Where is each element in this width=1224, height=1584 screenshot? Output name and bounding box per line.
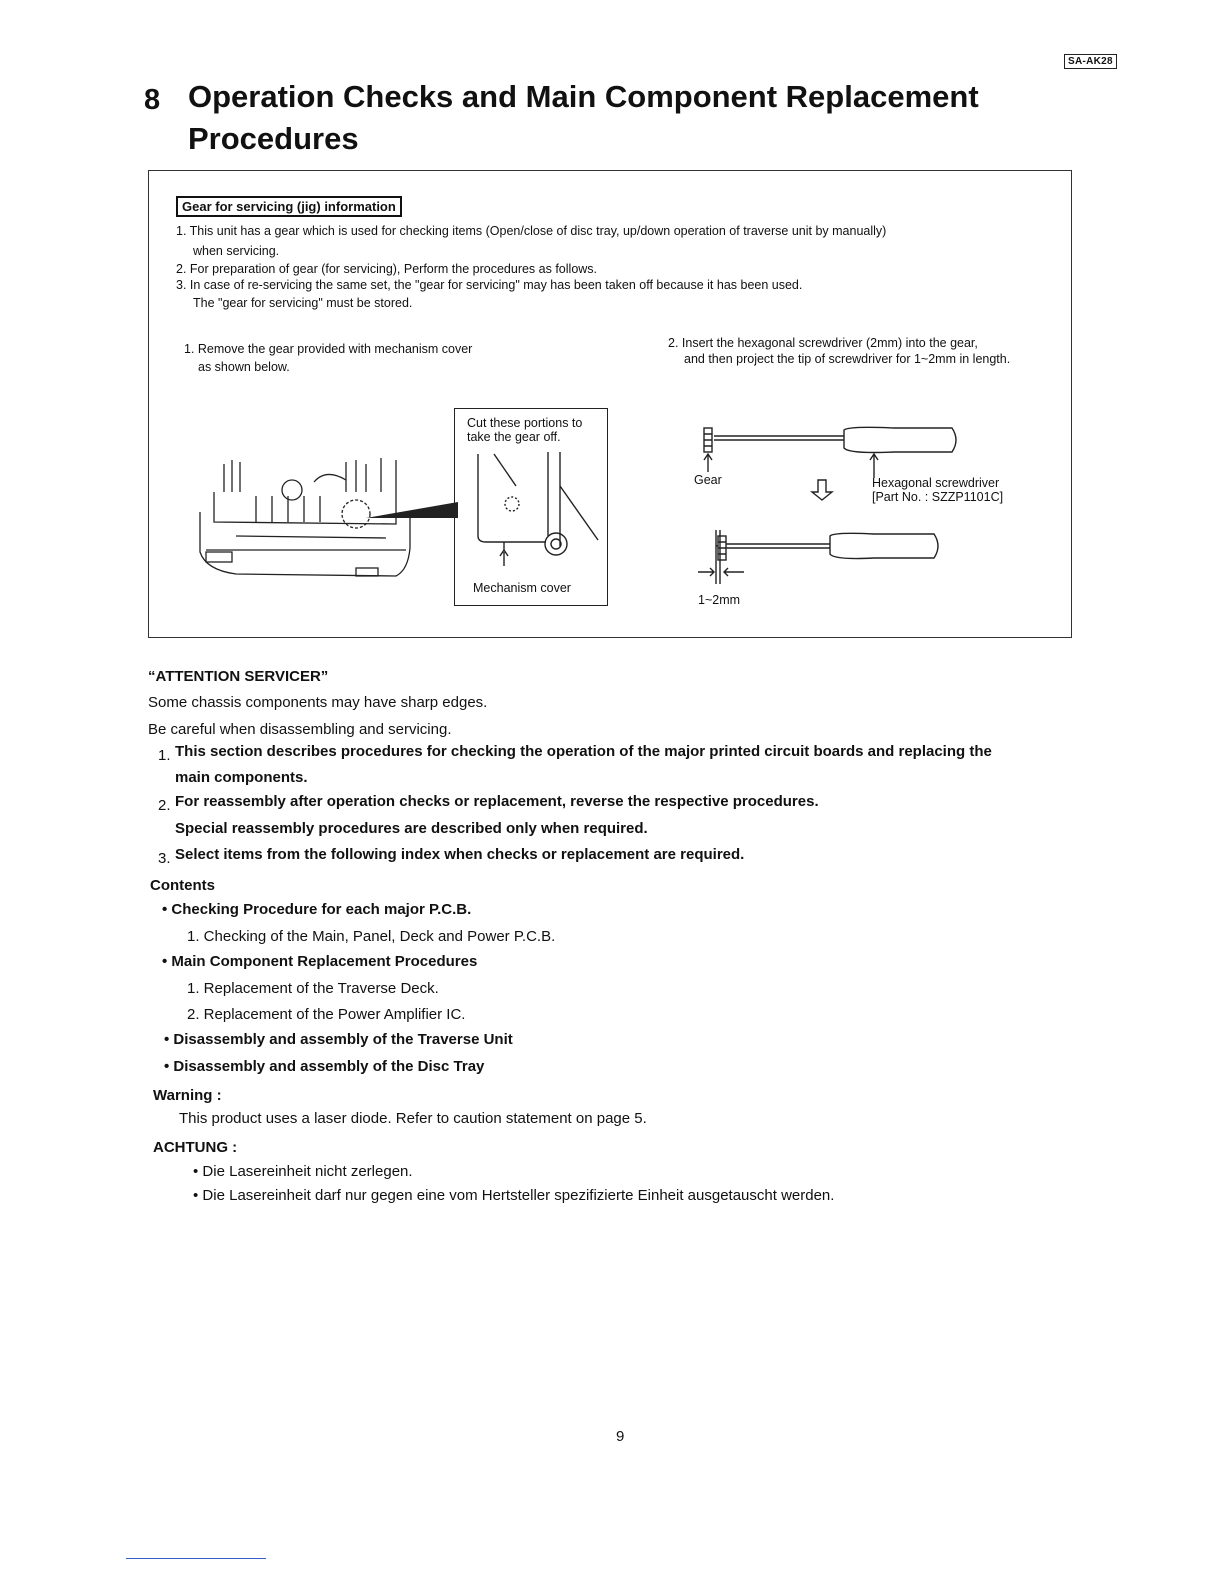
contents-item-3: • Disassembly and assembly of the Traverse Unit (164, 1031, 513, 1048)
model-tag: SA-AK28 (1064, 54, 1117, 69)
numbered-2-line-1: For reassembly after operation checks or replacement, reverse the respective procedures. (175, 793, 819, 810)
gear-info-item-3: 3. In case of re-servicing the same set, the "gear for servicing" may has been taken off because it has been used. (176, 278, 803, 292)
step2-line2: and then project the tip of screwdriver for 1~2mm in length. (684, 352, 1011, 366)
numbered-2-line-2: Special reassembly procedures are described only when required. (175, 820, 648, 837)
gear-label: Gear (694, 473, 722, 487)
achtung-title: ACHTUNG : (153, 1139, 238, 1156)
callout-line1: Cut these portions to (467, 416, 583, 430)
contents-title: Contents (150, 877, 215, 894)
attention-title: “ATTENTION SERVICER” (148, 668, 329, 685)
length-label: 1~2mm (698, 593, 741, 607)
achtung-item-2-text: Die Lasereinheit darf nur gegen eine vom Hertsteller spezifizierte Einheit ausgetauscht werden. (202, 1187, 835, 1204)
numbered-2-num: 2. (158, 797, 171, 814)
contents-item-4: • Disassembly and assembly of the Disc Tray (164, 1058, 485, 1075)
step2-line1: 2. Insert the hexagonal screwdriver (2mm) into the gear, (668, 336, 978, 350)
numbered-1-num: 1. (158, 747, 171, 764)
page-title: Operation Checks and Main Component Replacement Procedures (188, 79, 979, 156)
contents-item-2: • Main Component Replacement Procedures (162, 953, 478, 970)
page-number: 9 (616, 1428, 625, 1445)
contents-sub-2-1: 1. Replacement of the Traverse Deck. (187, 980, 439, 997)
achtung-item-1: • Die Lasereinheit nicht zerlegen. (193, 1163, 413, 1180)
footer-rule (126, 1558, 266, 1559)
gear-info-item-1: 1. This unit has a gear which is used for checking items (Open/close of disc tray, up/down operation of traverse unit by manually) (176, 224, 887, 238)
numbered-1-line-2: main components. (175, 769, 308, 786)
numbered-3-num: 3. (158, 850, 171, 867)
attention-line-1: Some chassis components may have sharp edges. (148, 694, 488, 711)
warning-title: Warning : (153, 1087, 222, 1104)
achtung-item-2: • Die Lasereinheit darf nur gegen eine vom Hertsteller spezifizierte Einheit ausgetauscht werden. (193, 1187, 835, 1204)
contents-item-2-label: Main Component Replacement Procedures (171, 953, 478, 970)
gear-closeup-drawing (464, 446, 600, 576)
gear-info-item-3-cont: The "gear for servicing" must be stored. (193, 296, 413, 310)
gear-info-item-1-cont: when servicing. (193, 244, 280, 258)
contents-item-1: • Checking Procedure for each major P.C.B. (162, 901, 472, 918)
contents-sub-1-1: 1. Checking of the Main, Panel, Deck and Power P.C.B. (187, 928, 556, 945)
gear-info-item-2: 2. For preparation of gear (for servicing), Perform the procedures as follows. (176, 262, 598, 276)
mechanism-drawing (196, 452, 466, 582)
warning-text: This product uses a laser diode. Refer to caution statement on page 5. (179, 1110, 647, 1127)
gear-info-heading: Gear for servicing (jig) information (176, 196, 402, 217)
achtung-item-1-text: Die Lasereinheit nicht zerlegen. (202, 1163, 413, 1180)
numbered-3-line-1: Select items from the following index when checks or replacement are required. (175, 846, 745, 863)
screwdriver-label-1: Hexagonal screwdriver (872, 476, 1000, 490)
mechanism-cover-label: Mechanism cover (473, 581, 571, 595)
screwdriver-drawing (694, 418, 994, 596)
step1-line2: as shown below. (198, 360, 290, 374)
numbered-1-line-1: This section describes procedures for checking the operation of the major printed circuit boards and replacing the (175, 743, 992, 760)
contents-item-4-label: Disassembly and assembly of the Disc Tray (173, 1058, 485, 1075)
step1-line1: 1. Remove the gear provided with mechanism cover (184, 342, 473, 356)
contents-sub-2-2: 2. Replacement of the Power Amplifier IC. (187, 1006, 466, 1023)
section-number: 8 (144, 84, 161, 116)
attention-line-2: Be careful when disassembling and servicing. (148, 721, 452, 738)
contents-item-3-label: Disassembly and assembly of the Traverse Unit (173, 1031, 513, 1048)
contents-item-1-label: Checking Procedure for each major P.C.B. (171, 901, 472, 918)
screwdriver-part-no: [Part No. : SZZP1101C] (872, 490, 1004, 504)
callout-line2: take the gear off. (467, 430, 561, 444)
